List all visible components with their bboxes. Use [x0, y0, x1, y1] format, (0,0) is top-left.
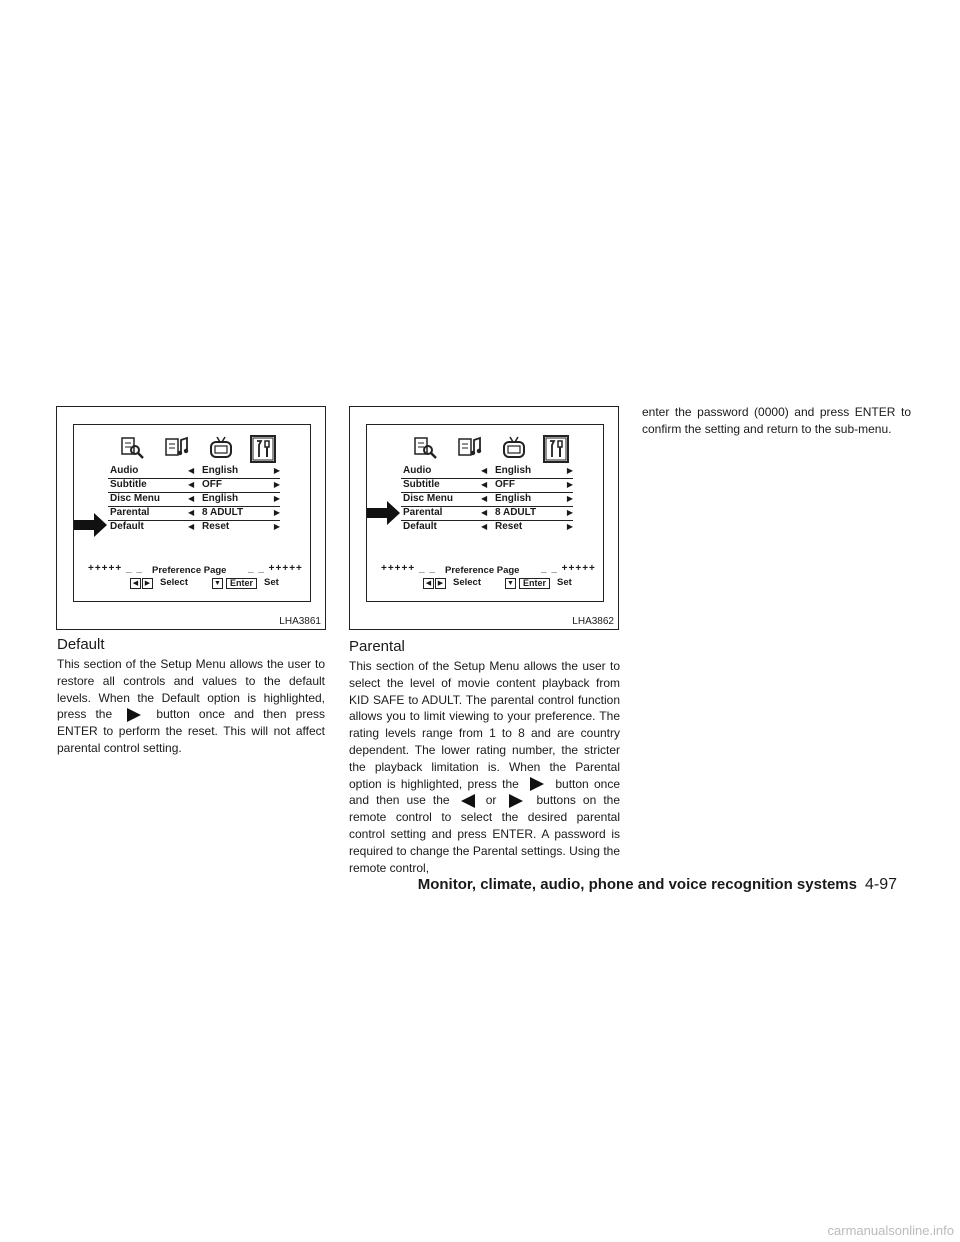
arrow-left-icon: ◀: [481, 480, 488, 489]
left-arrow-button-icon: [457, 793, 479, 809]
menu-row-disc-menu[interactable]: [401, 493, 573, 507]
arrow-left-icon: ◀: [188, 508, 195, 517]
menu-row-default[interactable]: [108, 521, 280, 534]
arrow-left-icon: ◀: [188, 494, 195, 503]
arrow-left-icon: ◀: [188, 480, 195, 489]
right-arrow-button-icon: [524, 776, 550, 792]
page-title: Preference Page: [152, 565, 227, 576]
menu-label: Subtitle: [403, 479, 440, 490]
search-icon: [413, 435, 439, 461]
set-label: Set: [264, 577, 279, 588]
menu-icon-row: [114, 435, 274, 469]
menu-label: Parental: [110, 507, 150, 518]
plus-right: _ _ +++++: [541, 563, 596, 574]
menu-row-audio[interactable]: [401, 465, 573, 479]
footer-section-title: Monitor, climate, audio, phone and voice recognition systems: [417, 876, 857, 893]
column3-paragraph: enter the password (0000) and press ENTER to confirm the setting and return to the sub-menu.: [642, 405, 911, 436]
default-paragraph: [57, 656, 325, 757]
left-key-icon: ◀: [130, 578, 141, 589]
menu-label: Default: [403, 521, 437, 532]
arrow-left-icon: ◀: [481, 522, 488, 531]
menu-value: English: [202, 493, 239, 504]
menu-value: OFF: [495, 479, 515, 490]
arrow-right-icon: ▶: [273, 494, 280, 503]
figure-default-menu: [56, 406, 326, 630]
search-icon: [120, 435, 146, 461]
menu-value: Reset: [202, 521, 230, 532]
right-arrow-button-icon: [503, 793, 529, 809]
menu-label: Disc Menu: [403, 493, 454, 504]
enter-key: Enter: [226, 578, 257, 589]
pointer-arrow-icon: [367, 501, 401, 525]
figure-parental-menu: [349, 406, 619, 630]
watermark: carmanualsonline.info: [827, 1223, 954, 1238]
menu-label: Parental: [403, 507, 443, 518]
menu-row-parental[interactable]: [108, 507, 280, 521]
arrow-right-icon: ▶: [566, 522, 573, 531]
arrow-right-icon: ▶: [273, 522, 280, 531]
figure-id: LHA3862: [572, 616, 614, 627]
arrow-left-icon: ◀: [188, 466, 195, 475]
menu-row-subtitle[interactable]: [401, 479, 573, 493]
down-key-icon: ▼: [212, 578, 223, 589]
right-key-icon: ▶: [435, 578, 446, 589]
plus-left: +++++ _ _: [88, 563, 143, 574]
menu-row-subtitle[interactable]: [108, 479, 280, 493]
arrow-right-icon: ▶: [273, 480, 280, 489]
arrow-left-icon: ◀: [481, 494, 488, 503]
menu-label: Default: [110, 521, 144, 532]
tv-icon: [208, 435, 234, 461]
select-label: Select: [160, 577, 188, 588]
section-heading-default: Default: [57, 636, 105, 653]
figure-id: LHA3861: [279, 616, 321, 627]
plus-left: +++++ _ _: [381, 563, 436, 574]
arrow-right-icon: ▶: [566, 508, 573, 517]
parental-text-4: buttons on the remote control to select the desired parental control setting and press ENTER. A password is required to change the Parental settings. Using the remote control,: [349, 793, 620, 875]
menu-value: English: [202, 465, 239, 476]
tools-icon: [250, 435, 276, 463]
menu-icon-row: [407, 435, 567, 469]
down-key-icon: ▼: [505, 578, 516, 589]
arrow-left-icon: ◀: [481, 466, 488, 475]
right-key-icon: ▶: [142, 578, 153, 589]
set-label: Set: [557, 577, 572, 588]
parental-text-1: This section of the Setup Menu allows the user to select the level of movie content playback from KID SAFE to ADULT. The parental control function allows you to limit viewing to your preference. The rating levels range from 1 to 8 and are country dependent. The lower rating number, the stricter the playback limitation is. When the Parental option is highlighted, press the: [349, 659, 620, 791]
page-number: 4-97: [864, 876, 897, 893]
arrow-left-icon: ◀: [188, 522, 195, 531]
setup-menu-screen: [366, 424, 604, 602]
arrow-right-icon: ▶: [566, 466, 573, 475]
menu-row-parental[interactable]: [401, 507, 573, 521]
right-arrow-button-icon: [121, 707, 147, 723]
menu-value: English: [495, 493, 532, 504]
left-key-icon: ◀: [423, 578, 434, 589]
settings-menu: [108, 465, 280, 534]
menu-value: OFF: [202, 479, 222, 490]
arrow-right-icon: ▶: [273, 508, 280, 517]
music-note-icon: [457, 435, 483, 461]
arrow-left-icon: ◀: [481, 508, 488, 517]
parental-text-2: button once and then use the: [349, 776, 620, 808]
menu-label: Audio: [110, 465, 139, 476]
music-note-icon: [164, 435, 190, 461]
menu-value: 8 ADULT: [202, 507, 244, 518]
select-label: Select: [453, 577, 481, 588]
parental-paragraph: [349, 658, 620, 876]
menu-value: English: [495, 465, 532, 476]
arrow-right-icon: ▶: [566, 494, 573, 503]
enter-key: Enter: [519, 578, 550, 589]
arrow-right-icon: ▶: [273, 466, 280, 475]
tv-icon: [501, 435, 527, 461]
pointer-arrow-icon: [74, 513, 108, 537]
key-hints: [423, 577, 593, 591]
page-title: Preference Page: [445, 565, 520, 576]
menu-value: 8 ADULT: [495, 507, 537, 518]
menu-row-audio[interactable]: [108, 465, 280, 479]
menu-label: Disc Menu: [110, 493, 161, 504]
menu-row-default[interactable]: [401, 521, 573, 534]
page-footer: [418, 876, 897, 894]
menu-label: Audio: [403, 465, 432, 476]
parental-text-3: or: [485, 793, 497, 808]
tools-icon: [543, 435, 569, 463]
menu-label: Subtitle: [110, 479, 147, 490]
section-heading-parental: Parental: [349, 638, 405, 655]
arrow-right-icon: ▶: [566, 480, 573, 489]
default-text-1: This section of the Setup Menu allows the user to restore all controls and values to the default levels. When the Default option is highlighted, press the: [57, 657, 325, 722]
default-text-2: button once and then press ENTER to perform the reset. This will not affect parental control setting.: [57, 707, 325, 756]
key-hints: [130, 577, 300, 591]
setup-menu-screen: [73, 424, 311, 602]
menu-value: Reset: [495, 521, 523, 532]
settings-menu: [401, 465, 573, 534]
plus-right: _ _ +++++: [248, 563, 303, 574]
menu-row-disc-menu[interactable]: [108, 493, 280, 507]
